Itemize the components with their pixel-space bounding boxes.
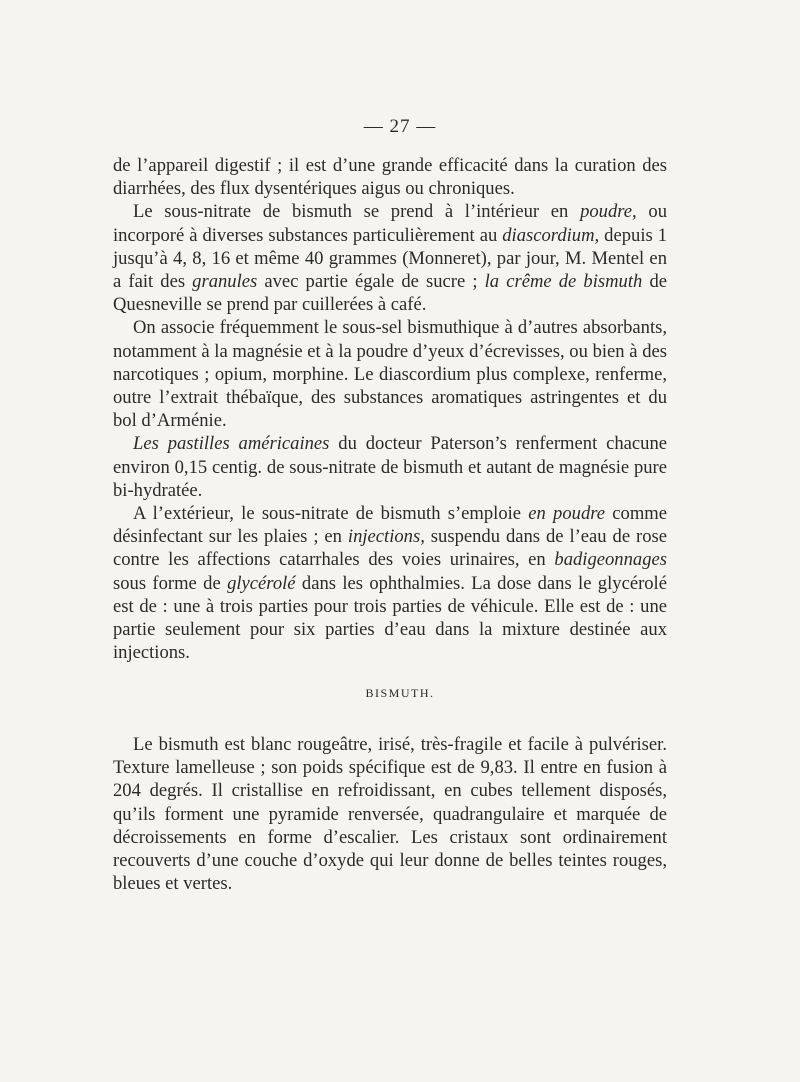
- text-run: Le sous-nitrate de bismuth se prend à l’intérieur en: [133, 201, 581, 223]
- text-run: A l’extérieur, le sous-nitrate de bismuth s’emploie: [133, 503, 529, 525]
- text-run: avec partie égale de sucre ;: [257, 271, 485, 293]
- paragraph-external-use: [113, 502, 667, 664]
- italic-term-injections: injections,: [347, 526, 425, 548]
- text-run: du docteur Paterson’s renferment chacune environ 0,15 centig. de sous-nitrate de bismuth et autant de magnésie pure bi-hydratée.: [113, 433, 668, 501]
- paragraph-pastilles: [113, 432, 667, 502]
- italic-term-badigeonnages: badigeonnages: [554, 549, 667, 571]
- italic-term-glycerole: glycérolé: [227, 572, 296, 594]
- italic-term-creme-de-bismuth: la crême de bismuth: [484, 271, 643, 293]
- paragraph-associations: On associe fréquemment le sous-sel bismuthique à d’autres absorbants, notamment à la magnésie et à la poudre d’yeux d’écrevisses, ou bien à des narcotiques ; opium, morphine. Le diascordium plus complexe, renferme, outre l’extrait thébaïque, des substances aromatiques astringentes et du bol d’Arménie.: [113, 317, 667, 432]
- italic-term-diascordium: diascordium,: [502, 224, 600, 246]
- italic-term-pastilles: Les pastilles américaines: [133, 433, 330, 455]
- text-run: sous forme de: [113, 572, 228, 594]
- paragraph-internal-use: [113, 200, 667, 316]
- bismuth-text-block: [113, 733, 667, 895]
- text-run: dans les ophthalmies. La dose dans le glycérolé est de : une à trois parties pour trois parties de véhicule. Elle est de : une partie seulement pour six parties d’eau dans la mixture destinée aux injections.: [113, 572, 667, 664]
- italic-term-granules: granules: [192, 271, 258, 293]
- text-run: comme désinfectant sur les plaies ; en: [113, 503, 667, 548]
- main-text-block: [113, 154, 667, 664]
- section-heading: BISMUTH.: [365, 686, 435, 700]
- text-run: ou incorporé à diverses substances particulièrement au: [113, 201, 667, 246]
- paragraph-continuation: de l’appareil digestif ; il est d’une grande efficacité dans la curation des diarrhées, des flux dysentériques aigus ou chroniques.: [113, 155, 667, 200]
- text-run: de Quesneville se prend par cuillerées à café.: [113, 271, 667, 316]
- paragraph-bismuth-properties: Le bismuth est blanc rougeâtre, irisé, très-fragile et facile à pulvériser. Texture lamelleuse ; son poids spécifique est de 9,83. Il entre en fusion à 204 degrés. Il cristallise en refroidissant, en cubes tellement disposés, qu’ils forment une pyramide renversée, quadrangulaire et marquée de décroissements en forme d’escalier. Les cristaux sont ordinairement recouverts d’une couche d’oxyde qui leur donne de belles teintes rouges, bleues et vertes.: [113, 734, 667, 895]
- italic-term-en-poudre: en poudre: [528, 503, 606, 525]
- italic-term-poudre: poudre,: [580, 201, 637, 223]
- page-number: — 27 —: [363, 116, 437, 137]
- text-run: depuis 1 jusqu’à 4, 8, 16 et même 40 grammes (Monneret), par jour, M. Mentel en a fait des: [113, 224, 668, 293]
- text-run: suspendu dans de l’eau de rose contre les affections catarrhales des voies urinaires, en: [113, 526, 667, 571]
